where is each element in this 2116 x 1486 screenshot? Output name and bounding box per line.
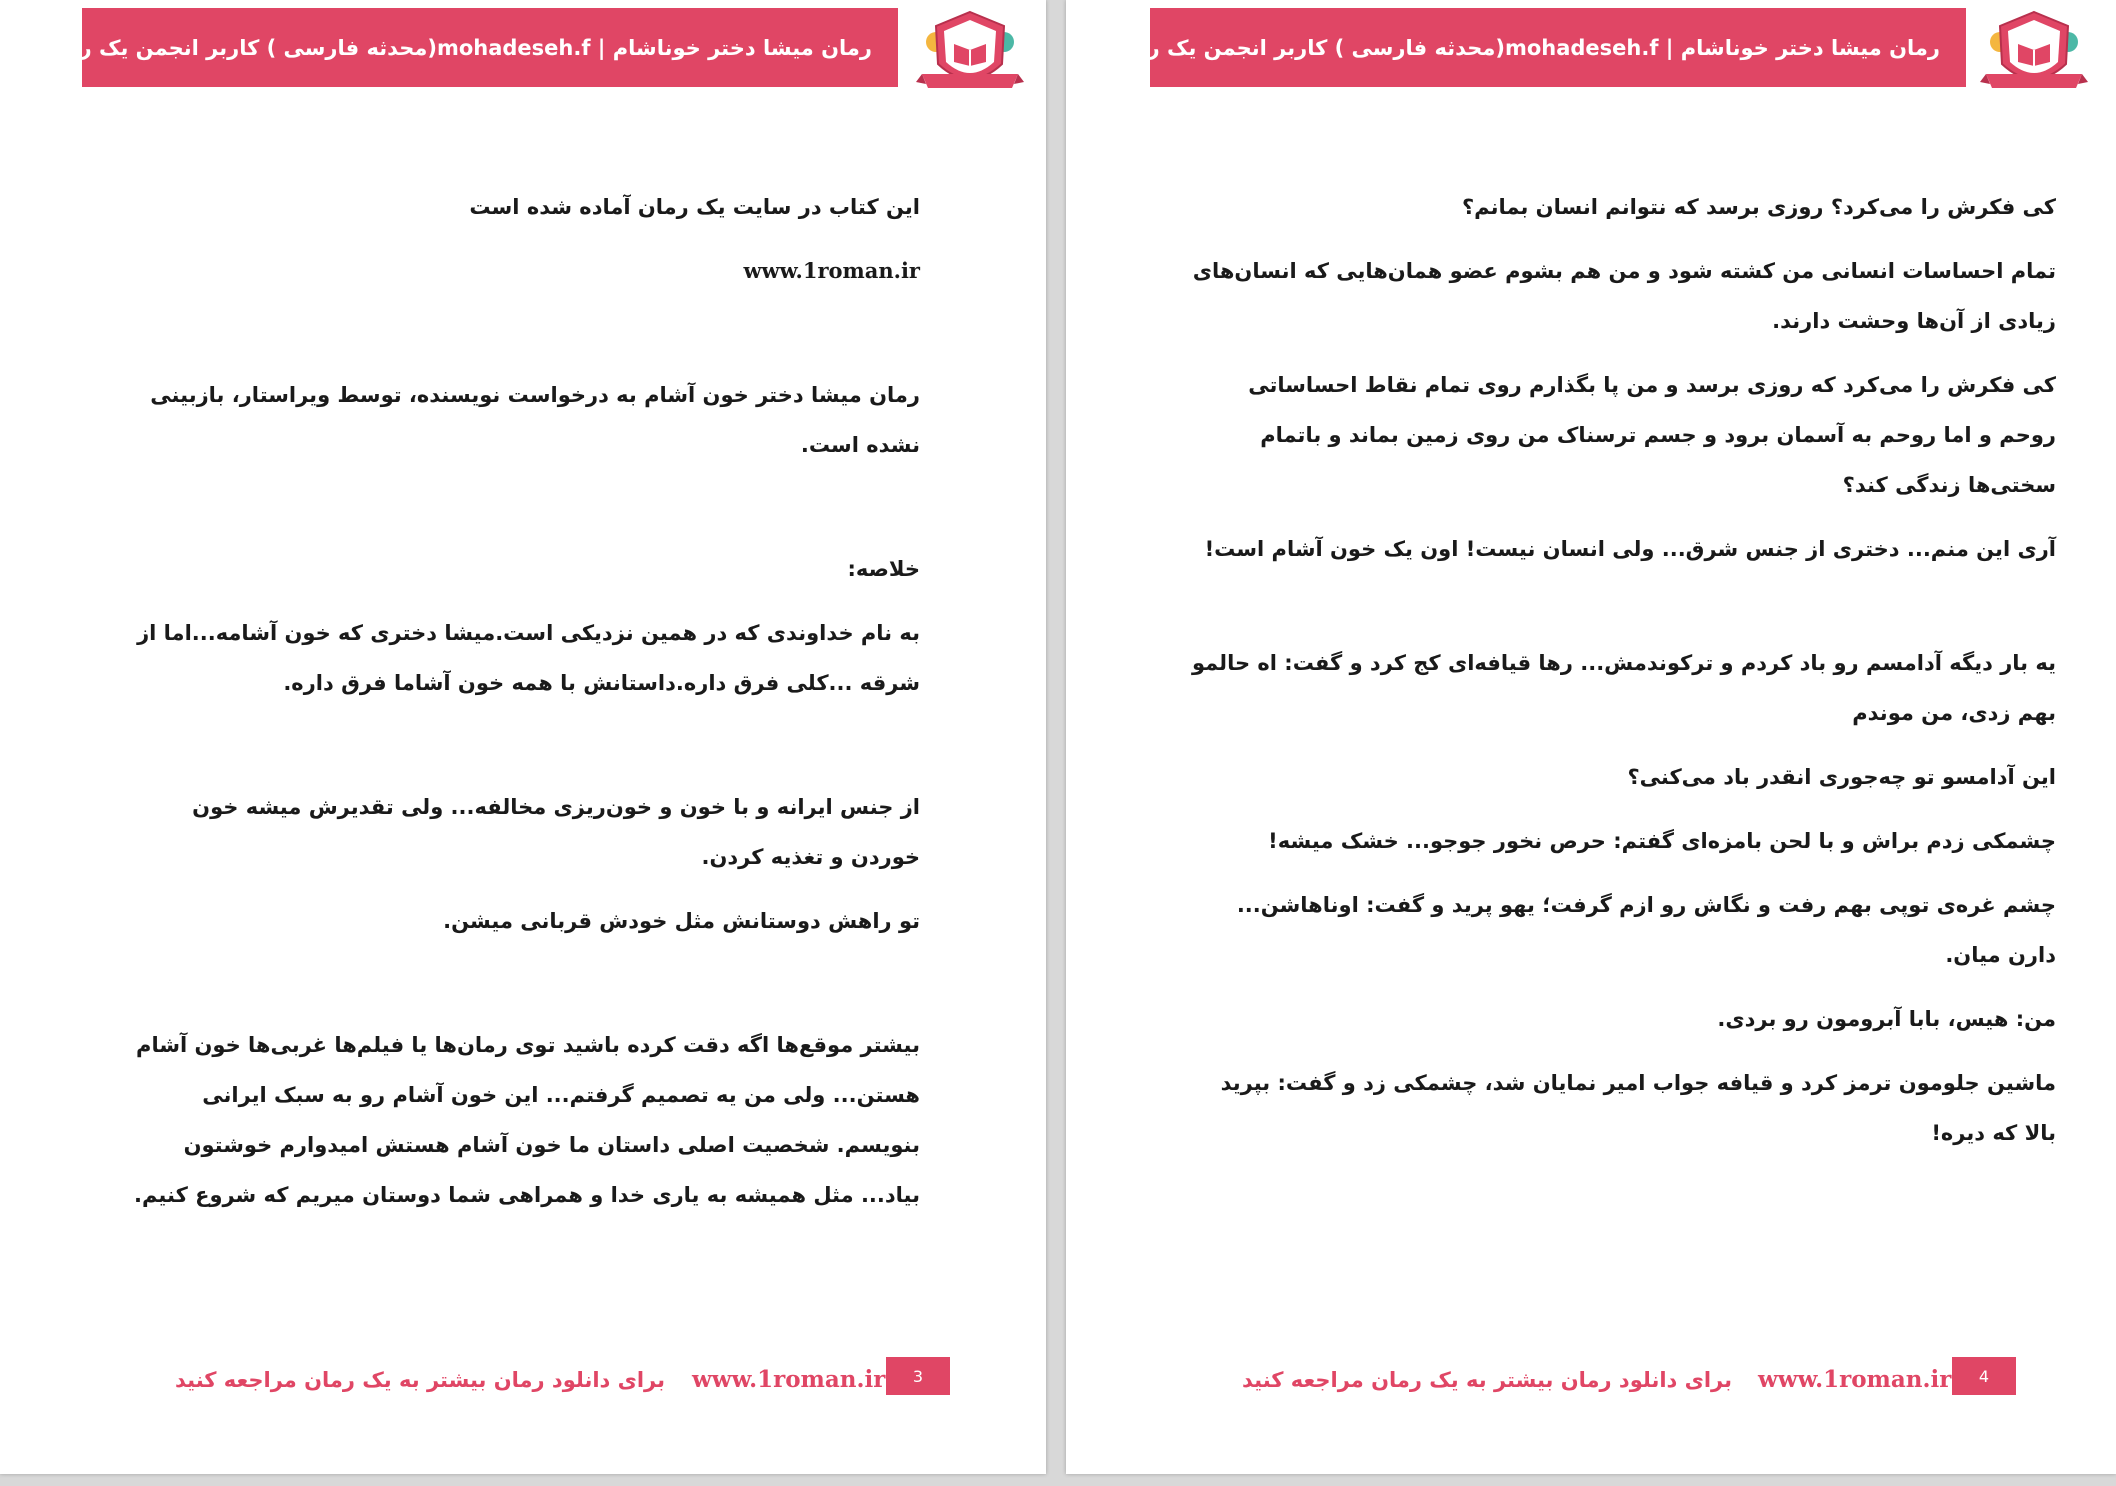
- 1roman-logo-icon: [914, 4, 1026, 104]
- paragraph: تو راهش دوستانش مثل خودش قربانی میشن.: [443, 909, 920, 933]
- paragraph: به نام خداوندی که در همین نزدیکی است.میشا دختری که خون آشامه...اما از شرقه ...کلی فرق داره.داستانش با همه خون آشاما فرق داره.: [137, 621, 920, 695]
- paragraph: یه بار دیگه آدامسم رو باد کردم و ترکوندمش... رها قیافه‌ای کج کرد و گفت: اه حالمو بهم زدی، من موندم: [1191, 651, 2056, 725]
- paragraph: من: هیس، بابا آبرومون رو بردی.: [1717, 1007, 2056, 1031]
- paragraph: از جنس ایرانه و با خون و خون‌ریزی مخالفه... ولی تقدیرش میشه خون خوردن و تغذیه کردن.: [192, 795, 920, 869]
- paragraph: چشمکی زدم براش و با لحن بامزه‌ای گفتم: حرص نخور جوجو... خشک میشه!: [1268, 829, 2056, 853]
- page-4: [1066, 0, 2116, 1474]
- page-number-badge: 3: [886, 1357, 950, 1395]
- paragraph: تمام احساسات انسانی من کشته شود و من هم بشوم عضو همان‌هایی که انسان‌های زیادی از آن‌ها وحشت دارند.: [1192, 259, 2056, 333]
- spacer: [1186, 588, 2056, 638]
- footer-url-link[interactable]: www.1roman.ir: [692, 1366, 886, 1393]
- spacer: [120, 960, 920, 1020]
- paragraph: این کتاب در سایت یک رمان آماده شده است: [469, 195, 920, 219]
- site-url-text: www.1roman.ir: [743, 258, 920, 283]
- paragraph: ماشین جلومون ترمز کرد و قیافه جواب امیر نمایان شد، چشمکی زد و گفت: بپرید بالا که دیره!: [1220, 1071, 2056, 1145]
- summary-heading: خلاصه:: [847, 557, 920, 581]
- footer-download-text: برای دانلود رمان بیشتر به یک رمان مراجعه کنید: [1242, 1368, 1733, 1392]
- paragraph: رمان میشا دختر خون آشام به درخواست نویسنده، توسط ویراستار، بازبینی نشده است.: [150, 383, 920, 457]
- paragraph: این آدامسو تو چه‌جوری انقدر باد می‌کنی؟: [1627, 765, 2056, 789]
- spacer: [120, 484, 920, 544]
- header-title: رمان میشا دختر خوناشام | mohadeseh.f(محدثه فارسی ) کاربر انجمن یک رمان: [1108, 35, 1940, 60]
- paragraph: آری این منم... دختری از جنس شرق... ولی انسان نیست! اون یک خون آشام است!: [1204, 537, 2056, 561]
- footer-download-text: برای دانلود رمان بیشتر به یک رمان مراجعه کنید: [175, 1368, 666, 1392]
- page-header: [1108, 8, 1966, 87]
- page-body: [1186, 182, 2056, 1172]
- paragraph: کی فکرش را می‌کرد که روزی برسد و من پا بگذارم روی تمام نقاط احساساتی روحم و اما روحم به آسمان برود و جسم ترسناک من روی زمین بماند و باتمام سختی‌ها زندگی کند؟: [1248, 373, 2056, 497]
- page-body: [120, 182, 920, 1234]
- header-title: رمان میشا دختر خوناشام | mohadeseh.f(محدثه فارسی ) کاربر انجمن یک رمان: [40, 35, 872, 60]
- paragraph: چشم غره‌ی توپی بهم رفت و نگاش رو ازم گرفت؛ یهو پرید و گفت: اوناهاشن... دارن میان.: [1236, 893, 2056, 967]
- paragraph: کی فکرش را می‌کرد؟ روزی برسد که نتوانم انسان بمانم؟: [1461, 195, 2056, 219]
- spacer: [120, 722, 920, 782]
- page-number-badge: 4: [1952, 1357, 2016, 1395]
- paragraph: بیشتر موقع‌ها اگه دقت کرده باشید توی رمان‌ها یا فیلم‌ها غربی‌ها خون آشام هستن... ولی من یه تصمیم گرفتم... این خون آشام رو به سبک ایرانی بنویسم. شخصیت اصلی داستان ما خون آشام هستش امیدوارم خوشتون بیاد... مثل همیشه به یاری خدا و همراهی شما دوستان میریم که شروع کنیم.: [133, 1033, 920, 1207]
- page-header: [40, 8, 898, 87]
- spacer: [120, 310, 920, 370]
- page-3: [0, 0, 1046, 1474]
- footer-url-link[interactable]: www.1roman.ir: [1758, 1366, 1952, 1393]
- 1roman-logo-icon: [1978, 4, 2090, 104]
